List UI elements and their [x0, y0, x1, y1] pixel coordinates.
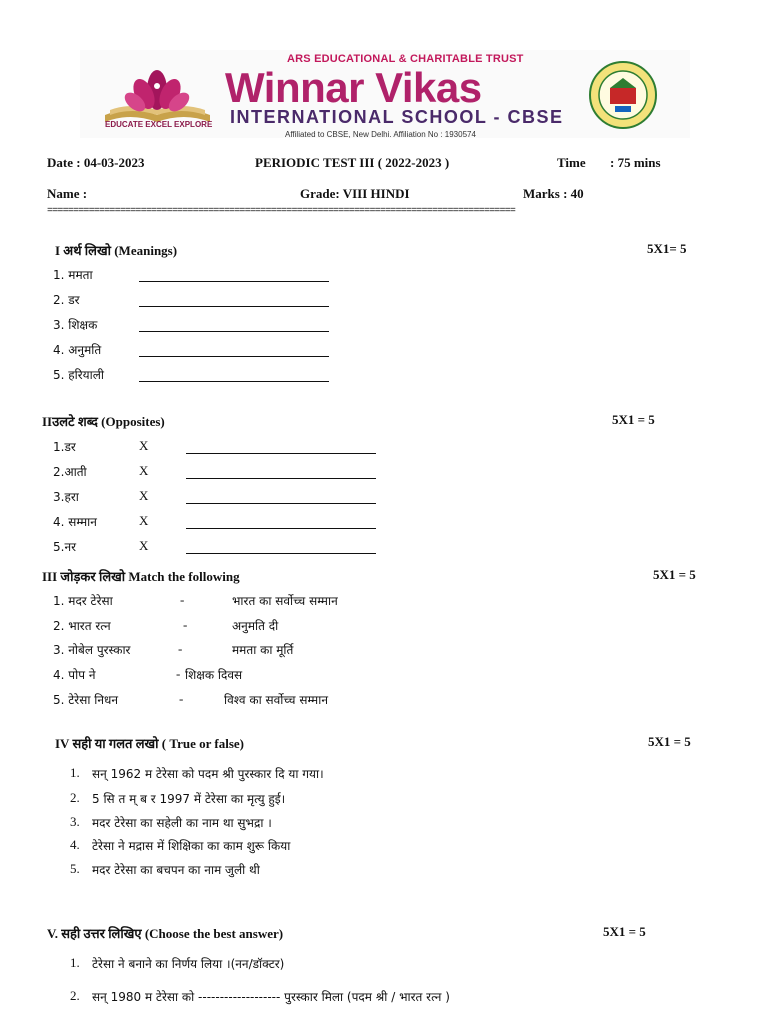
question-number: 1.	[70, 955, 80, 970]
section-5-marks: 5X1 = 5	[603, 924, 646, 939]
exam-title: PERIODIC TEST III ( 2022-2023 )	[255, 155, 450, 170]
true-false-question: मदर टेरेसा का बचपन का नाम जुली थी	[92, 863, 260, 877]
match-dash: -	[180, 592, 185, 607]
answer-line[interactable]	[186, 453, 376, 454]
name-field-label: Name :	[47, 186, 88, 201]
meaning-item: 3. शिक्षक	[53, 318, 98, 332]
section-2-title: IIउलटे शब्द (Opposites)	[42, 414, 165, 429]
affiliation-text: Affiliated to CBSE, New Delhi. Affiliation No : 1930574	[285, 130, 476, 139]
question-number: 2.	[70, 790, 80, 805]
question-number: 2.	[70, 988, 80, 1003]
match-right-item: शिक्षक दिवस	[185, 668, 243, 682]
match-left-item: 4. पोप ने	[53, 668, 96, 682]
match-right-item: भारत का सर्वोच्च सम्मान	[232, 594, 338, 608]
section-4-marks: 5X1 = 5	[648, 734, 691, 749]
answer-line[interactable]	[139, 281, 329, 282]
opposite-item: 2.आती	[53, 465, 87, 479]
grade-label: Grade: VIII HINDI	[300, 186, 410, 201]
section-4-title: IV सही या गलत लखो ( True or false)	[55, 736, 244, 751]
match-left-item: 5. टेरेसा निधन	[53, 693, 119, 707]
x-mark: X	[139, 463, 149, 478]
answer-line[interactable]	[186, 528, 376, 529]
answer-line[interactable]	[139, 306, 329, 307]
school-subtitle: INTERNATIONAL SCHOOL - CBSE	[230, 107, 564, 127]
match-left-item: 3. नोबेल पुरस्कार	[53, 643, 131, 657]
answer-line[interactable]	[139, 381, 329, 382]
match-right-item: विश्व का सर्वोच्च सम्मान	[224, 693, 328, 707]
exam-date: Date : 04-03-2023	[47, 155, 145, 170]
x-mark: X	[139, 538, 149, 553]
trust-name: ARS EDUCATIONAL & CHARITABLE TRUST	[287, 53, 524, 65]
choose-question: टेरेसा ने बनाने का निर्णय लिया ।(नन/डॉक्टर)	[92, 957, 285, 971]
section-2-marks: 5X1 = 5	[612, 412, 655, 427]
meaning-item: 5. हरियाली	[53, 368, 104, 382]
x-mark: X	[139, 488, 149, 503]
true-false-question: मदर टेरेसा का सहेली का नाम था सुभद्रा ।	[92, 816, 272, 830]
question-number: 1.	[70, 765, 80, 780]
question-number: 4.	[70, 837, 80, 852]
meaning-item: 2. डर	[53, 293, 80, 307]
opposite-item: 3.हरा	[53, 490, 79, 504]
match-dash: -	[183, 617, 188, 632]
true-false-question: 5 सि त म् ब र 1997 में टेरेसा का मृत्यु हुई।	[92, 792, 286, 806]
opposite-item: 5.नर	[53, 540, 77, 554]
match-left-item: 2. भारत रत्न	[53, 619, 111, 633]
meaning-item: 4. अनुमति	[53, 343, 102, 357]
meaning-item: 1. ममता	[53, 268, 93, 282]
school-brand-name: Winnar Vikas	[225, 64, 482, 111]
question-number: 3.	[70, 814, 80, 829]
answer-line[interactable]	[186, 503, 376, 504]
school-tagline: EDUCATE EXCEL EXPLORE	[105, 120, 213, 129]
section-5-title: V. सही उत्तर लिखिए (Choose the best answer)	[47, 926, 284, 941]
answer-line[interactable]	[139, 356, 329, 357]
match-right-item: अनुमति दी	[232, 619, 279, 633]
true-false-question: सन् 1962 म टेरेसा को पदम श्री पुरस्कार दि या गया।	[92, 767, 324, 781]
opposite-item: 1.डर	[53, 440, 76, 454]
match-left-item: 1. मदर टेरेसा	[53, 594, 113, 608]
opposite-item: 4. सम्मान	[53, 515, 97, 529]
time-value: : 75 mins	[610, 155, 661, 170]
section-3-title: III जोड़कर लिखो Match the following	[42, 569, 240, 584]
marks-label: Marks : 40	[523, 186, 584, 201]
cbse-seal-icon	[588, 60, 658, 130]
section-3-marks: 5X1 = 5	[653, 567, 696, 582]
answer-line[interactable]	[186, 553, 376, 554]
match-dash: -	[178, 641, 183, 656]
match-dash: -	[179, 691, 184, 706]
true-false-question: टेरेसा ने मद्रास में शिक्षिका का काम शुरू किया	[92, 839, 291, 853]
answer-line[interactable]	[186, 478, 376, 479]
match-right-item: ममता का मूर्ति	[232, 643, 294, 657]
match-dash: -	[176, 666, 181, 681]
separator-line: ==========================================================================================	[47, 206, 516, 217]
time-label: Time	[557, 155, 586, 170]
section-1-marks: 5X1= 5	[647, 241, 687, 256]
x-mark: X	[139, 438, 149, 453]
answer-line[interactable]	[139, 331, 329, 332]
x-mark: X	[139, 513, 149, 528]
choose-question: सन् 1980 म टेरेसा को ------------------- पुरस्कार मिला (पदम श्री / भारत रत्न )	[92, 990, 450, 1004]
section-1-title: I अर्थ लिखो (Meanings)	[55, 243, 178, 258]
school-header	[80, 50, 690, 138]
question-number: 5.	[70, 861, 80, 876]
